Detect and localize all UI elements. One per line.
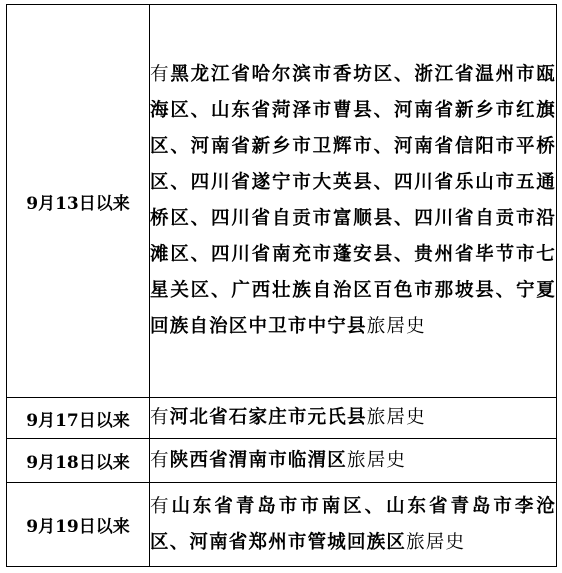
suffix-text: 旅居史 bbox=[347, 449, 407, 471]
date-cell: 9月13日以来 bbox=[7, 5, 150, 398]
prefix-text: 有 bbox=[150, 449, 170, 471]
table-row bbox=[7, 483, 557, 567]
places-text: 河北省石家庄市元氏县 bbox=[169, 407, 367, 428]
detail-cell bbox=[150, 483, 557, 567]
prefix-text: 有 bbox=[150, 407, 170, 428]
places-text: 山东省青岛市市南区、山东省青岛市李沧区、河南省郑州市管城回族区 bbox=[150, 495, 556, 553]
table-row bbox=[7, 398, 557, 439]
table-row bbox=[7, 5, 557, 398]
detail-cell bbox=[150, 398, 557, 439]
date-cell: 9月17日以来 bbox=[7, 398, 150, 439]
suffix-text: 旅居史 bbox=[366, 407, 426, 428]
detail-cell bbox=[150, 439, 557, 483]
prefix-text: 有 bbox=[150, 64, 171, 85]
date-cell: 9月19日以来 bbox=[7, 483, 150, 567]
travel-history-table bbox=[6, 4, 557, 567]
prefix-text: 有 bbox=[150, 495, 172, 517]
detail-cell bbox=[150, 5, 557, 398]
table-row bbox=[7, 439, 557, 483]
places-text: 陕西省渭南市临渭区 bbox=[169, 449, 348, 471]
places-text: 黑龙江省哈尔滨市香坊区、浙江省温州市瓯海区、山东省菏泽市曹县、河南省新乡市红旗区、河南省新乡市卫辉市、河南省信阳市平桥区、四川省遂宁市大英县、四川省乐山市五通桥区、四川省自贡市富顺县、四川省自贡市沿滩区、四川省南充市蓬安县、贵州省毕节市七星关区、广西壮族自治区百色市那坡县、宁夏回族自治区中卫市中宁县 bbox=[150, 64, 556, 337]
date-cell: 9月18日以来 bbox=[7, 439, 150, 483]
suffix-text: 旅居史 bbox=[406, 531, 466, 553]
suffix-text: 旅居史 bbox=[366, 316, 426, 337]
